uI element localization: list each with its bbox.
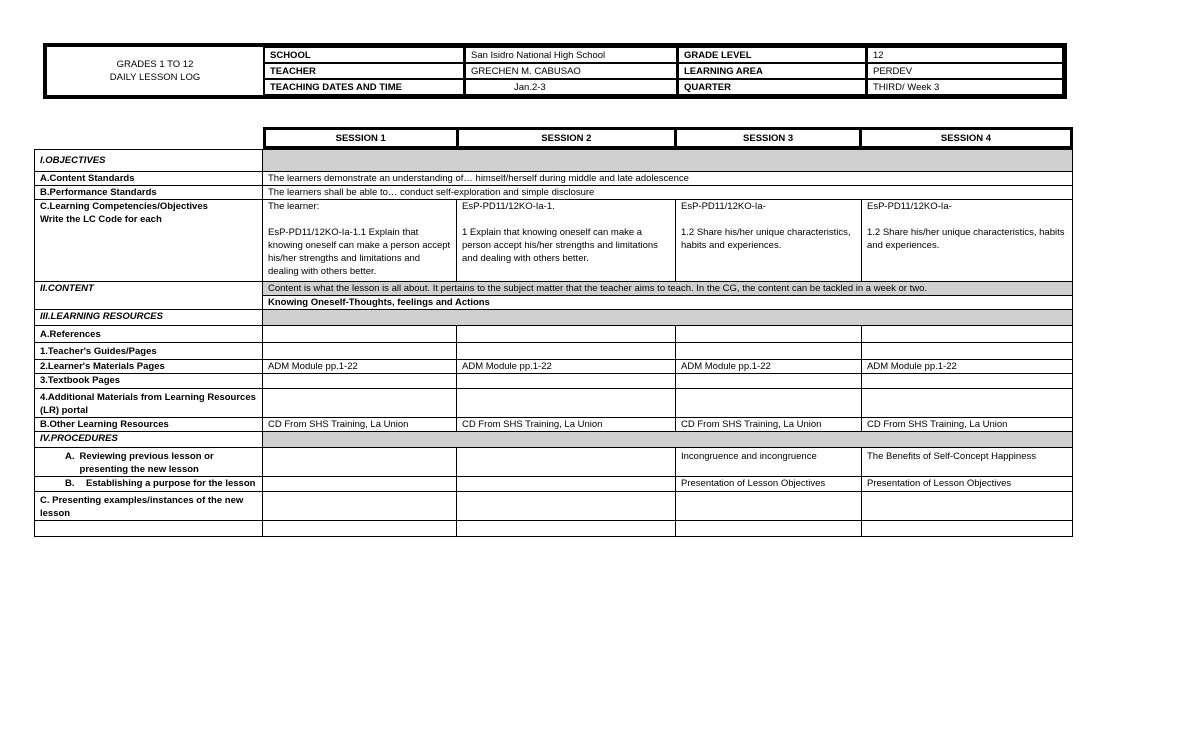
lesson-table-wrapper bbox=[34, 127, 1072, 537]
learners-materials-row bbox=[35, 360, 1073, 374]
procedure-c-label: C. Presenting examples/instances of the new lesson bbox=[35, 492, 263, 521]
textbook-row bbox=[35, 374, 1073, 389]
content-description: Content is what the lesson is all about. It pertains to the subject matter that the teacher aims to teach. In the CG, the content can be tackled in a week or two. bbox=[263, 282, 1073, 296]
dates-label: TEACHING DATES AND TIME bbox=[265, 80, 463, 94]
learning-area-value: PERDEV bbox=[868, 64, 1062, 78]
other-resources-label: B.Other Learning Resources bbox=[35, 418, 263, 432]
procedure-a-text: Reviewing previous lesson or presenting the new lesson bbox=[79, 451, 214, 475]
competency-code: EsP-PD11/12KO-Ia- bbox=[867, 201, 952, 212]
competency-text: 1.2 Share his/her unique characteristics, habits and experiences. bbox=[681, 227, 851, 251]
competencies-s2 bbox=[457, 200, 676, 282]
teacher-value: GRECHEN M. CABUSAO bbox=[466, 64, 676, 78]
teachers-guides-row bbox=[35, 343, 1073, 360]
header-title-line1: GRADES 1 TO 12 bbox=[116, 59, 194, 70]
header-block bbox=[43, 43, 1067, 99]
session-2-header: SESSION 2 bbox=[459, 130, 674, 146]
header-title bbox=[47, 47, 264, 95]
procedures-heading: IV.PROCEDURES bbox=[35, 432, 263, 448]
learners-materials-s4: ADM Module pp.1-22 bbox=[862, 360, 1073, 374]
competency-text: 1 Explain that knowing oneself can make a person accept his/her strengths and limitations and dealing with others better. bbox=[462, 227, 658, 264]
grade-level-label: GRADE LEVEL bbox=[679, 48, 865, 62]
learners-materials-s2: ADM Module pp.1-22 bbox=[457, 360, 676, 374]
competencies-label bbox=[35, 200, 263, 282]
quarter-value: THIRD/ Week 3 bbox=[868, 80, 1062, 94]
school-label: SCHOOL bbox=[265, 48, 463, 62]
competency-code: EsP-PD11/12KO-Ia- bbox=[681, 201, 766, 212]
session-headers bbox=[263, 127, 1073, 149]
procedure-c-row bbox=[35, 492, 1073, 521]
procedure-b-text: Establishing a purpose for the lesson bbox=[86, 478, 256, 489]
content-standards-row bbox=[35, 172, 1073, 186]
learners-materials-label: 2.Learner's Materials Pages bbox=[35, 360, 263, 374]
competencies-row bbox=[35, 200, 1073, 282]
other-resources-s3: CD From SHS Training, La Union bbox=[676, 418, 862, 432]
objectives-heading-row bbox=[35, 150, 1073, 172]
competencies-s4 bbox=[862, 200, 1073, 282]
performance-standards-row bbox=[35, 186, 1073, 200]
procedures-heading-row bbox=[35, 432, 1073, 448]
content-standards-text: The learners demonstrate an understanding of… himself/herself during middle and late adolescence bbox=[263, 172, 1073, 186]
content-heading: II.CONTENT bbox=[35, 282, 263, 310]
procedure-a-s4: The Benefits of Self-Concept Happiness bbox=[862, 448, 1073, 477]
competencies-label-line1: C.Learning Competencies/Objectives bbox=[40, 201, 208, 212]
teachers-guides-label: 1.Teacher's Guides/Pages bbox=[35, 343, 263, 360]
additional-materials-label: 4.Additional Materials from Learning Resources (LR) portal bbox=[35, 389, 263, 418]
additional-materials-row bbox=[35, 389, 1073, 418]
learners-materials-s1: ADM Module pp.1-22 bbox=[263, 360, 457, 374]
other-resources-s1: CD From SHS Training, La Union bbox=[263, 418, 457, 432]
dates-value: Jan.2-3 bbox=[466, 80, 676, 94]
session-4-header: SESSION 4 bbox=[862, 130, 1069, 146]
procedure-a-s3: Incongruence and incongruence bbox=[676, 448, 862, 477]
session-header-row bbox=[35, 127, 1073, 150]
references-row bbox=[35, 326, 1073, 343]
performance-standards-text: The learners shall be able to… conduct self-exploration and simple disclosure bbox=[263, 186, 1073, 200]
session-3-header: SESSION 3 bbox=[677, 130, 860, 146]
session-1-header: SESSION 1 bbox=[266, 130, 456, 146]
procedure-a-marker: A. bbox=[65, 451, 75, 462]
teacher-label: TEACHER bbox=[265, 64, 463, 78]
procedure-a-label bbox=[35, 448, 263, 477]
procedure-b-s4: Presentation of Lesson Objectives bbox=[862, 477, 1073, 492]
blank-row bbox=[35, 521, 1073, 537]
textbook-label: 3.Textbook Pages bbox=[35, 374, 263, 389]
lesson-table bbox=[34, 127, 1073, 537]
references-label: A.References bbox=[35, 326, 263, 343]
other-resources-row bbox=[35, 418, 1073, 432]
competency-text: The learner: bbox=[268, 201, 320, 212]
other-resources-s4: CD From SHS Training, La Union bbox=[862, 418, 1073, 432]
learners-materials-s3: ADM Module pp.1-22 bbox=[676, 360, 862, 374]
grade-level-value: 12 bbox=[868, 48, 1062, 62]
content-row bbox=[35, 282, 1073, 296]
competency-code: EsP-PD11/12KO-Ia-1. bbox=[462, 201, 555, 212]
performance-standards-label: B.Performance Standards bbox=[35, 186, 263, 200]
procedure-b-marker: B. bbox=[65, 478, 75, 489]
quarter-label: QUARTER bbox=[679, 80, 865, 94]
header-info-grid bbox=[264, 47, 1063, 95]
competencies-s1 bbox=[263, 200, 457, 282]
content-standards-label: A.Content Standards bbox=[35, 172, 263, 186]
header-title-line2: DAILY LESSON LOG bbox=[109, 72, 201, 83]
content-topic: Knowing Oneself-Thoughts, feelings and Actions bbox=[263, 296, 1073, 310]
procedure-b-row bbox=[35, 477, 1073, 492]
competencies-s3 bbox=[676, 200, 862, 282]
learning-area-label: LEARNING AREA bbox=[679, 64, 865, 78]
school-value: San Isidro National High School bbox=[466, 48, 676, 62]
competencies-label-line2: Write the LC Code for each bbox=[40, 214, 162, 225]
competency-text: EsP-PD11/12KO-Ia-1.1 Explain that knowing oneself can make a person accept his/her strengths and limitations and dealing with others better. bbox=[268, 227, 451, 277]
procedure-b-label bbox=[35, 477, 263, 492]
competency-text: 1.2 Share his/her unique characteristics, habits and experiences. bbox=[867, 227, 1065, 251]
resources-heading-row bbox=[35, 310, 1073, 326]
procedure-b-s3: Presentation of Lesson Objectives bbox=[676, 477, 862, 492]
procedure-a-row bbox=[35, 448, 1073, 477]
resources-heading: III.LEARNING RESOURCES bbox=[35, 310, 263, 326]
other-resources-s2: CD From SHS Training, La Union bbox=[457, 418, 676, 432]
objectives-heading: I.OBJECTIVES bbox=[35, 150, 263, 172]
